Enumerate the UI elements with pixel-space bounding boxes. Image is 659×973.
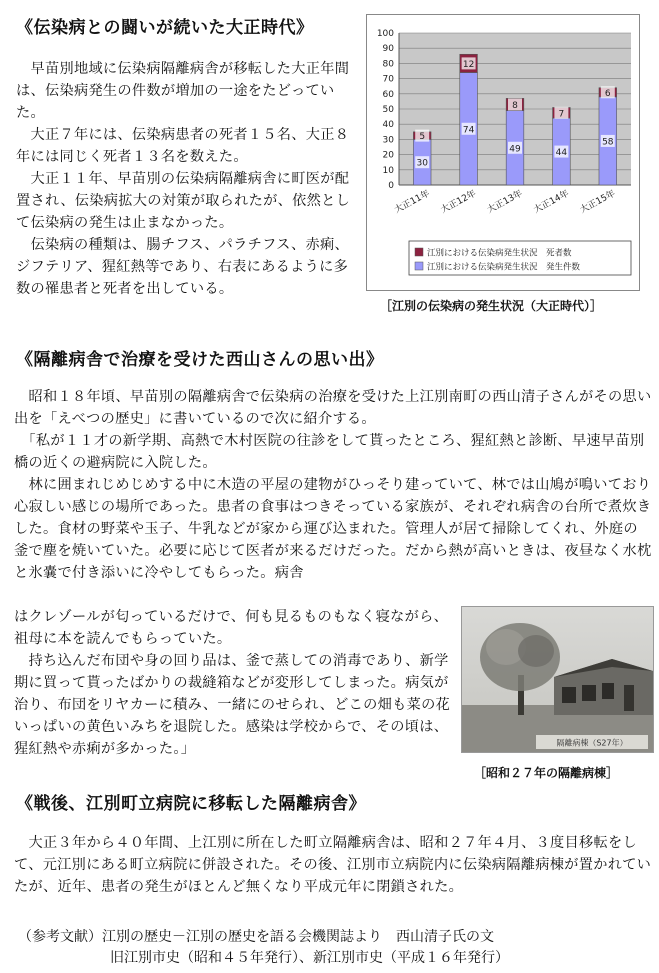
section2-quote: 持ち込んだ布団や身の回り品は、釜で蒸しての消毒であり、新学期に買って貰ったばかりの裁縫箱などが変形してしまった。病気が治り、布団をリヤカーに積み、一緒にのせられ、どこの畑も菜の花いっぱいの黄色いみちを退院した。感染は学校からで、その頃は、猩紅熱や赤痢が多かった。」: [14, 653, 451, 757]
section1-paragraph: 伝染病の種類は、腸チフス、パラチフス、赤痢、ジフテリア、猩紅熱等であり、右表にあるように多数の罹患者と死者を出している。: [16, 237, 349, 297]
section2-body-full: [14, 386, 652, 584]
legend-label: 江別における伝染病発生状況 死者数: [427, 248, 572, 259]
data-label: 30: [416, 158, 428, 169]
x-tick-label: 大正12年: [439, 188, 479, 216]
chart-svg: [367, 15, 639, 290]
section2-quote: はクレゾールが匂っているだけで、何も見るものもなく寝ながら、祖母に本を読んでもらっていた。: [14, 609, 449, 647]
legend-swatch: [415, 248, 423, 256]
data-label: 58: [602, 137, 614, 148]
y-tick-label: 80: [382, 59, 394, 70]
y-tick-label: 90: [382, 44, 394, 55]
epidemic-chart: [366, 14, 640, 291]
y-tick-label: 20: [382, 150, 394, 161]
x-tick-label: 大正11年: [392, 188, 432, 216]
legend-label: 江別における伝染病発生状況 発生件数: [427, 262, 581, 273]
data-label: 44: [555, 148, 568, 159]
y-tick-label: 100: [376, 29, 394, 39]
data-label: 5: [419, 132, 426, 143]
data-label: 8: [512, 100, 518, 111]
data-label: 49: [509, 144, 521, 155]
references-line2: 旧江別市史（昭和４５年発行）、新江別市史（平成１６年発行）: [110, 950, 509, 966]
data-label: 12: [462, 59, 475, 70]
x-tick-label: 大正13年: [485, 188, 525, 216]
section3-body: 大正３年から４０年間、上江別に所在した町立隔離病舎は、昭和２７年４月、３度目移転をして、元江別にある町立病院に併設された。その後、江別市立病院内に伝染病隔離病棟が置かれていたが、近年、患者の発生がほとんど無くなり平成元年に閉鎖された。: [14, 835, 652, 895]
isolation-ward-photo: [461, 606, 654, 753]
y-tick-label: 30: [382, 135, 394, 146]
data-label: 7: [558, 109, 565, 120]
y-tick-label: 70: [382, 74, 394, 85]
data-label: 74: [462, 125, 475, 136]
photo-inner-label: 隔離病棟（S27年）: [556, 738, 628, 748]
photo-caption: ［昭和２７年の隔離病棟］: [474, 766, 619, 780]
references-line1: （参考文献）江別の歴史－江別の歴史を語る会機関誌より 西山清子氏の文: [18, 929, 494, 945]
x-tick-label: 大正14年: [532, 188, 571, 216]
section2-quote: 「私が１１才の新学期、高熱で木村医院の往診をして貰ったところ、猩紅熱と診断、早速早苗別橋の近くの避病院に入院した。: [14, 433, 645, 471]
legend-swatch: [415, 262, 423, 270]
section1-paragraph: 大正１１年、早苗別の伝染病隔離病舎に町医が配置され、伝染病拡大の対策が取られたが、依然として伝染病の発生は止まなかった。: [16, 171, 351, 231]
section2-intro: 昭和１８年頃、早苗別の隔離病舎で伝染病の治療を受けた上江別南町の西山清子さんがその思い出を「えべつの歴史」に書いているので次に紹介する。: [14, 389, 652, 427]
section1-paragraph: 大正７年には、伝染病患者の死者１５名、大正８年には同じく死者１３名を数えた。: [16, 127, 350, 165]
y-tick-label: 60: [382, 89, 394, 100]
y-tick-label: 0: [388, 181, 394, 191]
x-tick-label: 大正15年: [578, 188, 618, 216]
section1-body: [16, 58, 351, 300]
section1-paragraph: 早苗別地域に伝染病隔離病舎が移転した大正年間は、伝染病発生の件数が増加の一途をたどっていた。: [16, 61, 350, 121]
data-label: 6: [604, 88, 611, 99]
section3-title: 《戦後、江別町立病院に移転した隔離病舎》: [16, 794, 366, 814]
y-tick-label: 10: [382, 165, 394, 176]
section2-body-narrow: [14, 606, 452, 760]
section2-title: 《隔離病舎で治療を受けた西山さんの思い出》: [16, 350, 384, 370]
y-tick-label: 50: [382, 105, 394, 115]
photo-image: [462, 607, 653, 752]
section2-quote: 林に囲まれじめじめする中に木造の平屋の建物がひっそり建っていて、林では山鳩が鳴いており心寂しい感じの場所であった。患者の食事はつきそっている家族が、それぞれ病舎の台所で煮炊きした。食材の野菜や玉子、牛乳などが家から運び込まれた。管理人が居て掃除してくれ、外庭の釜で塵を焼いていた。必要に応じて医者が来るだけだった。だから熱が高いときは、夜昼なく水枕と氷嚢で付き添いに冷やしてもらった。病舎: [14, 477, 652, 581]
chart-caption: ［江別の伝染病の発生状況（大正時代）］: [380, 299, 603, 313]
y-tick-label: 40: [382, 120, 394, 131]
section1-title: 《伝染病との闘いが続いた大正時代》: [16, 18, 314, 38]
